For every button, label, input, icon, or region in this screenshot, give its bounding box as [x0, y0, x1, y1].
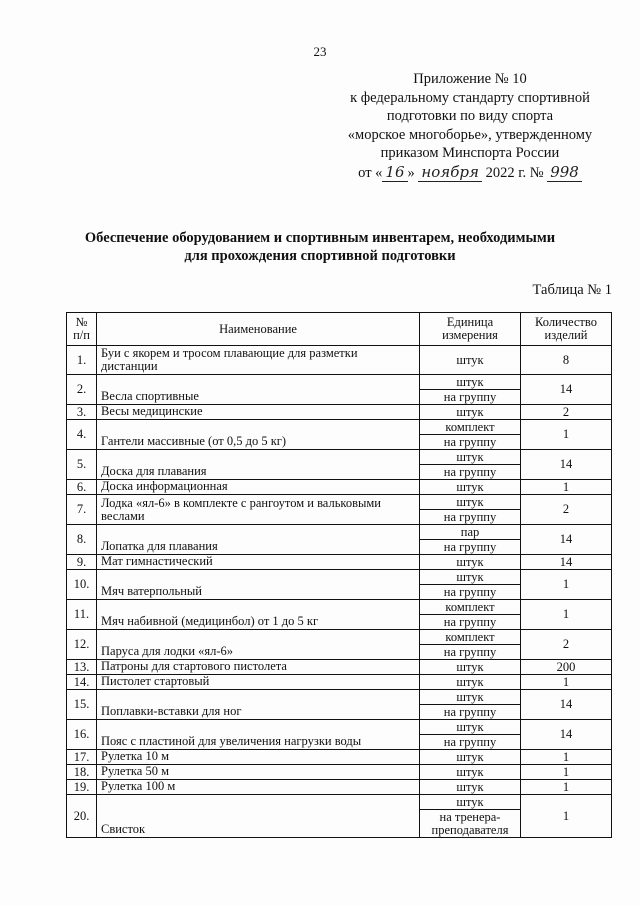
table-row — [67, 346, 612, 375]
table-row — [67, 495, 612, 510]
row-number: 12. — [67, 630, 97, 660]
item-unit: на группу — [420, 435, 521, 450]
table-row — [67, 375, 612, 390]
row-number: 20. — [67, 795, 97, 838]
row-number: 9. — [67, 555, 97, 570]
item-quantity: 1 — [521, 795, 612, 838]
item-name: Паруса для лодки «ял-6» — [97, 630, 420, 660]
row-number: 11. — [67, 600, 97, 630]
item-quantity: 1 — [521, 780, 612, 795]
item-unit: штук — [420, 495, 521, 510]
table-row — [67, 750, 612, 765]
item-quantity: 14 — [521, 720, 612, 750]
item-name: Мяч ватерпольный — [97, 570, 420, 600]
item-unit: на группу — [420, 510, 521, 525]
item-unit: на группу — [420, 390, 521, 405]
table-row — [67, 630, 612, 645]
table-row — [67, 570, 612, 585]
item-unit: штук — [420, 375, 521, 390]
date-prefix: от « — [358, 164, 383, 181]
item-name: Весла спортивные — [97, 375, 420, 405]
item-quantity: 1 — [521, 480, 612, 495]
item-unit: штук — [420, 555, 521, 570]
header-num: № п/п — [67, 313, 97, 346]
table-row — [67, 765, 612, 780]
item-unit: комплект — [420, 630, 521, 645]
item-name: Лопатка для плавания — [97, 525, 420, 555]
item-name: Доска информационная — [97, 480, 420, 495]
table-row — [67, 420, 612, 435]
table-row — [67, 555, 612, 570]
item-quantity: 14 — [521, 690, 612, 720]
title-line-1: Обеспечение оборудованием и спортивным инвентарем, необходимыми — [84, 230, 556, 246]
appendix-line-3: подготовки по виду спорта — [386, 108, 554, 124]
header-name: Наименование — [97, 313, 420, 346]
table-row — [67, 690, 612, 705]
appendix-line-4: «морское многоборье», утвержденному — [347, 126, 593, 143]
item-quantity: 14 — [521, 450, 612, 480]
item-unit: штук — [420, 450, 521, 465]
appendix-header — [330, 70, 610, 182]
item-unit: на группу — [420, 705, 521, 720]
table-row — [67, 525, 612, 540]
item-unit: штук — [420, 750, 521, 765]
document-title — [40, 229, 600, 265]
row-number: 18. — [67, 765, 97, 780]
item-quantity: 14 — [521, 375, 612, 405]
table-row — [67, 600, 612, 615]
item-quantity: 14 — [521, 555, 612, 570]
item-unit: на группу — [420, 735, 521, 750]
row-number: 17. — [67, 750, 97, 765]
item-quantity: 1 — [521, 420, 612, 450]
table-row — [67, 675, 612, 690]
item-quantity: 8 — [521, 346, 612, 375]
item-name: Буи с якорем и тросом плавающие для разметки дистанции — [97, 346, 420, 375]
row-number: 1. — [67, 346, 97, 375]
order-date-line — [330, 163, 610, 183]
item-unit: штук — [420, 675, 521, 690]
item-quantity: 14 — [521, 525, 612, 555]
table-row — [67, 795, 612, 810]
item-unit: на тренера-преподавателя — [420, 810, 521, 838]
year-text: 2022 г. № — [485, 164, 544, 181]
handwritten-month: ноября — [418, 163, 482, 183]
appendix-line-1: Приложение № 10 — [413, 71, 527, 87]
item-name: Мяч набивной (медицинбол) от 1 до 5 кг — [97, 600, 420, 630]
item-unit: комплект — [420, 600, 521, 615]
row-number: 7. — [67, 495, 97, 525]
row-number: 8. — [67, 525, 97, 555]
item-name: Пистолет стартовый — [97, 675, 420, 690]
item-name: Рулетка 50 м — [97, 765, 420, 780]
item-unit: штук — [420, 570, 521, 585]
item-name: Мат гимнастический — [97, 555, 420, 570]
table-label: Таблица № 1 — [532, 282, 612, 298]
equipment-table — [66, 312, 612, 838]
table-row — [67, 780, 612, 795]
item-name: Лодка «ял-6» в комплекте с рангоутом и вальковыми веслами — [97, 495, 420, 525]
row-number: 16. — [67, 720, 97, 750]
item-unit: на группу — [420, 465, 521, 480]
item-unit: штук — [420, 690, 521, 705]
item-quantity: 1 — [521, 765, 612, 780]
item-unit: штук — [420, 720, 521, 735]
row-number: 3. — [67, 405, 97, 420]
table-row — [67, 480, 612, 495]
item-unit: штук — [420, 795, 521, 810]
table-row — [67, 405, 612, 420]
item-quantity: 1 — [521, 750, 612, 765]
item-name: Свисток — [97, 795, 420, 838]
item-unit: комплект — [420, 420, 521, 435]
handwritten-day: 16 — [382, 163, 407, 183]
appendix-line-5: приказом Минспорта России — [380, 145, 560, 161]
row-number: 13. — [67, 660, 97, 675]
title-line-2: для прохождения спортивной подготовки — [184, 248, 456, 264]
item-name: Пояс с пластиной для увеличения нагрузки воды — [97, 720, 420, 750]
row-number: 6. — [67, 480, 97, 495]
item-name: Поплавки-вставки для ног — [97, 690, 420, 720]
item-quantity: 2 — [521, 495, 612, 525]
item-quantity: 2 — [521, 405, 612, 420]
table-row — [67, 720, 612, 735]
item-unit: пар — [420, 525, 521, 540]
table-row — [67, 450, 612, 465]
item-name: Рулетка 100 м — [97, 780, 420, 795]
header-unit: Единица измерения — [420, 313, 521, 346]
item-name: Доска для плавания — [97, 450, 420, 480]
row-number: 2. — [67, 375, 97, 405]
item-unit: штук — [420, 780, 521, 795]
item-unit: штук — [420, 765, 521, 780]
item-quantity: 1 — [521, 570, 612, 600]
item-quantity: 1 — [521, 675, 612, 690]
row-number: 5. — [67, 450, 97, 480]
row-number: 10. — [67, 570, 97, 600]
row-number: 15. — [67, 690, 97, 720]
item-quantity: 200 — [521, 660, 612, 675]
item-unit: на группу — [420, 615, 521, 630]
handwritten-order-number: 998 — [547, 163, 582, 183]
item-unit: на группу — [420, 540, 521, 555]
item-unit: штук — [420, 480, 521, 495]
row-number: 4. — [67, 420, 97, 450]
item-name: Рулетка 10 м — [97, 750, 420, 765]
item-name: Весы медицинские — [97, 405, 420, 420]
row-number: 19. — [67, 780, 97, 795]
item-unit: на группу — [420, 585, 521, 600]
item-quantity: 2 — [521, 630, 612, 660]
header-qty: Количество изделий — [521, 313, 612, 346]
row-number: 14. — [67, 675, 97, 690]
table-body — [67, 346, 612, 838]
table-row — [67, 660, 612, 675]
item-unit: штук — [420, 405, 521, 420]
item-unit: штук — [420, 346, 521, 375]
item-name: Патроны для стартового пистолета — [97, 660, 420, 675]
table-header-row — [67, 313, 612, 346]
appendix-line-2: к федеральному стандарту спортивной — [350, 89, 590, 106]
date-mid: » — [407, 164, 415, 181]
item-name: Гантели массивные (от 0,5 до 5 кг) — [97, 420, 420, 450]
item-unit: на группу — [420, 645, 521, 660]
item-quantity: 1 — [521, 600, 612, 630]
page-number: 23 — [313, 44, 327, 59]
item-unit: штук — [420, 660, 521, 675]
